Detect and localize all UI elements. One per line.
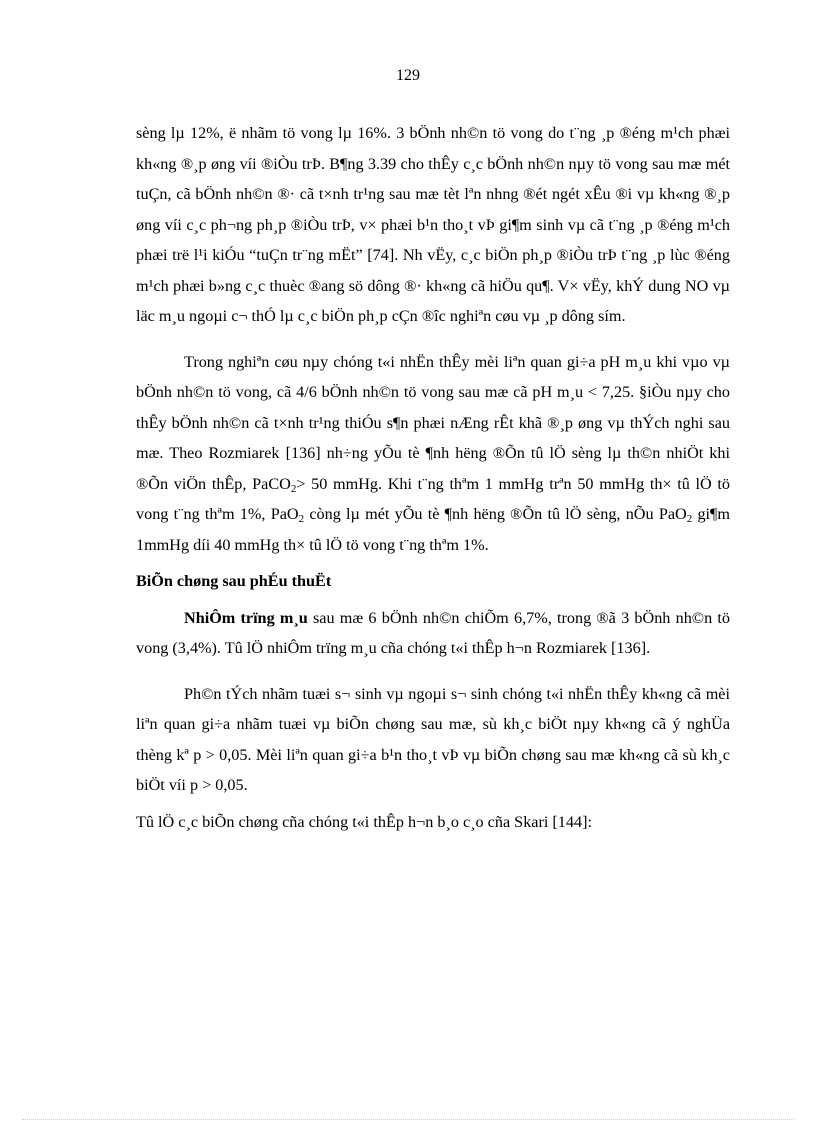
paragraph-ph-text: Trong nghiªn cøu nµy chóng t«i nhËn thÊy mèi liªn quan gi÷a pH m¸u khi vµo vµ bÖnh nh©n tö vong, cã 4/6 bÖnh nh©n tö vong sau mæ cã pH m¸u < 7,25. §iÒu nµy cho thÊy bÖnh nh©n cã t×nh tr¹ng thiÓu s¶n phæi nÆng rÊt khã ®¸p øng vµ thÝch nghi sau mæ. Theo Rozmiarek [136] nh÷ng yÕu tè ¶nh hëng ®Õn tû lÖ sèng lµ th©n nhiÖt khi ®Õn viÖn thÊp,	[136, 352, 730, 493]
paragraph-ph-analysis	[136, 347, 730, 561]
paragraph-infection	[136, 603, 730, 664]
pao2-text: còng lµ mét yÕu tè ¶nh hëng ®Õn tû lÖ sèng, nÕu	[304, 505, 659, 523]
paragraph-mortality: sèng lµ 12%, ë nhãm tö vong lµ 16%. 3 bÖnh nh©n tö vong do t¨ng ¸p ®éng m¹ch phæi kh«ng ®¸p øng víi ®iÒu trÞ. B¶ng 3.39 cho thÊy c¸c bÖnh nh©n nµy tö vong sau mæ mét tuÇn, cã bÖnh nh©n ®· cã t×nh tr¹ng sau mæ tèt lªn nhng ®ét ngét xÊu ®i vµ kh«ng ®¸p øng víi c¸c ph¬ng ph¸p ®iÒu trÞ, v× phæi b¹n tho¸t vÞ gi¶m sinh vµ cã t¨ng ¸p ®éng m¹ch phæi trë l¹i kiÓu “tuÇn tr¨ng mËt” [74]. Nh vËy, c¸c biÖn ph¸p ®iÒu trÞ t¨ng ¸p lùc ®éng m¹ch phæi b»ng c¸c thuèc ®ang sö dông ®· kh«ng cã hiÖu qu¶. V× vËy, khÝ dung NO vµ läc m¸u ngoµi c¬ thÓ lµ c¸c biÖn ph¸p cÇn ®îc nghiªn cøu vµ ¸p dông sím.	[136, 124, 730, 325]
pao2-label: PaO$_2$	[270, 505, 305, 525]
page-number: 129	[396, 67, 420, 84]
paragraph-age-analysis: Ph©n tÝch nhãm tuæi s¬ sinh vµ ngoµi s¬ sinh chóng t«i nhËn thÊy kh«ng cã mèi liªn quan gi÷a nhãm tuæi vµ biÕn chøng sau mæ, sù kh¸c biÖt nµy kh«ng cã ý nghÜa thèng kª p > 0,05. Mèi liªn quan gi÷a b¹n tho¸t vÞ vµ biÕn chøng sau mæ kh«ng cã sù kh¸c biÖt víi p > 0,05.	[136, 684, 730, 794]
paco2-text: > 50 mmHg. Khi t¨ng thªm 1 mmHg trªn 50 mmHg th× tû lÖ tö vong t¨ng thªm 1%,	[136, 474, 731, 523]
page-body	[136, 118, 730, 837]
pao2-text-b: gi¶m 1mmHg díi 40 mmHg th× tû lÖ tö vong t¨ng thªm 1%.	[136, 505, 730, 554]
paragraph-complications: Tû lÖ c¸c biÕn chøng cña chóng t«i thÊp h¬n b¸o c¸o cña Skari [144]:	[136, 812, 592, 831]
paco2-label: PaCO$_2$	[252, 474, 297, 495]
section-heading: BiÕn chøng sau phÉu thuËt	[136, 572, 332, 590]
pao2-label-b: PaO$_2$	[658, 505, 693, 525]
footer-divider	[22, 1119, 794, 1120]
infection-text: sau mæ 6 bÖnh nh©n chiÕm 6,7%, trong ®ã 3 bÖnh nh©n tö vong (3,4%). Tû lÖ nhiÔm trïng m¸u cña chóng t«i thÊp h¬n Rozmiarek [136].	[136, 608, 730, 657]
infection-term: NhiÔm trïng m¸u	[184, 608, 308, 627]
